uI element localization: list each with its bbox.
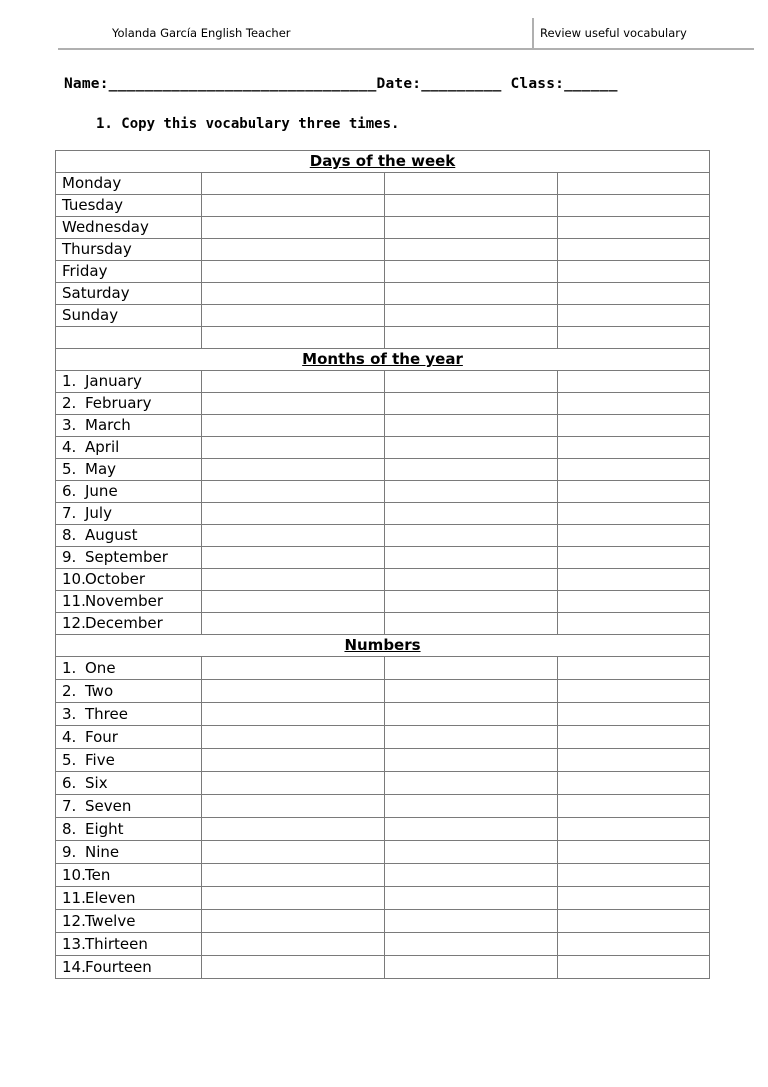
copy-cell-1[interactable] bbox=[202, 910, 385, 933]
item-word: November bbox=[85, 592, 164, 610]
vocab-word-cell bbox=[56, 726, 202, 749]
vocab-word-cell bbox=[56, 910, 202, 933]
section-title: Days of the week bbox=[309, 152, 456, 170]
copy-cell-3[interactable] bbox=[558, 726, 710, 749]
item-number: 12. bbox=[62, 614, 86, 632]
vocab-word-cell bbox=[56, 569, 202, 591]
item-word: One bbox=[85, 659, 116, 677]
item-word: December bbox=[85, 614, 163, 632]
name-date-class-line: Name:______________________________Date:_________ Class:______ bbox=[64, 76, 618, 92]
vocab-row bbox=[56, 772, 710, 795]
copy-cell-2[interactable] bbox=[385, 327, 558, 349]
vocab-row bbox=[56, 726, 710, 749]
copy-cell-1[interactable] bbox=[202, 657, 385, 680]
copy-cell-3[interactable] bbox=[558, 613, 710, 635]
copy-cell-3[interactable] bbox=[558, 591, 710, 613]
copy-cell-2[interactable] bbox=[385, 818, 558, 841]
item-word: Thursday bbox=[62, 240, 132, 258]
vocab-word-cell bbox=[56, 305, 202, 327]
vocab-row bbox=[56, 503, 710, 525]
copy-cell-3[interactable] bbox=[558, 818, 710, 841]
item-number: 3. bbox=[62, 705, 77, 723]
copy-cell-2[interactable] bbox=[385, 841, 558, 864]
vocab-word-cell bbox=[56, 749, 202, 772]
vocab-word-cell bbox=[56, 283, 202, 305]
copy-cell-3[interactable] bbox=[558, 481, 710, 503]
vocab-row bbox=[56, 459, 710, 481]
vocab-row bbox=[56, 864, 710, 887]
item-word: Twelve bbox=[85, 912, 136, 930]
vocab-word-cell bbox=[56, 393, 202, 415]
vocab-row bbox=[56, 657, 710, 680]
copy-cell-2[interactable] bbox=[385, 864, 558, 887]
vocab-word-cell bbox=[56, 195, 202, 217]
vocab-word-cell bbox=[56, 841, 202, 864]
item-number: 6. bbox=[62, 482, 77, 500]
copy-cell-1[interactable] bbox=[202, 818, 385, 841]
item-word: Two bbox=[85, 682, 114, 700]
copy-cell-2[interactable] bbox=[385, 547, 558, 569]
copy-cell-3[interactable] bbox=[558, 525, 710, 547]
item-number: 2. bbox=[62, 682, 77, 700]
item-word: Monday bbox=[62, 174, 122, 192]
copy-cell-2[interactable] bbox=[385, 305, 558, 327]
copy-cell-2[interactable] bbox=[385, 437, 558, 459]
item-word: Sunday bbox=[62, 306, 119, 324]
item-number: 13. bbox=[62, 935, 86, 953]
item-word: Thirteen bbox=[85, 935, 148, 953]
vocab-row bbox=[56, 437, 710, 459]
item-word: May bbox=[85, 460, 117, 478]
copy-cell-2[interactable] bbox=[385, 525, 558, 547]
item-number: 7. bbox=[62, 797, 77, 815]
item-word: Five bbox=[85, 751, 115, 769]
section-title-cell bbox=[56, 151, 710, 173]
copy-cell-2[interactable] bbox=[385, 795, 558, 818]
copy-cell-1[interactable] bbox=[202, 591, 385, 613]
item-word: Seven bbox=[85, 797, 132, 815]
copy-cell-2[interactable] bbox=[385, 569, 558, 591]
vocab-row bbox=[56, 371, 710, 393]
copy-cell-3[interactable] bbox=[558, 841, 710, 864]
copy-cell-1[interactable] bbox=[202, 841, 385, 864]
copy-cell-3[interactable] bbox=[558, 415, 710, 437]
copy-cell-1[interactable] bbox=[202, 195, 385, 217]
copy-cell-2[interactable] bbox=[385, 195, 558, 217]
item-word: Saturday bbox=[62, 284, 130, 302]
item-number: 10. bbox=[62, 866, 86, 884]
vocab-word-cell bbox=[56, 525, 202, 547]
item-number: 11. bbox=[62, 592, 86, 610]
copy-cell-3[interactable] bbox=[558, 327, 710, 349]
copy-cell-1[interactable] bbox=[202, 503, 385, 525]
item-number: 6. bbox=[62, 774, 77, 792]
vocab-word-cell bbox=[56, 887, 202, 910]
copy-cell-2[interactable] bbox=[385, 613, 558, 635]
copy-cell-2[interactable] bbox=[385, 261, 558, 283]
vocab-word-cell bbox=[56, 371, 202, 393]
copy-cell-1[interactable] bbox=[202, 569, 385, 591]
item-number: 1. bbox=[62, 372, 77, 390]
vocab-row bbox=[56, 481, 710, 503]
item-word: July bbox=[85, 504, 112, 522]
item-number: 14. bbox=[62, 958, 86, 976]
copy-cell-2[interactable] bbox=[385, 217, 558, 239]
vocab-row bbox=[56, 217, 710, 239]
copy-cell-3[interactable] bbox=[558, 657, 710, 680]
copy-cell-1[interactable] bbox=[202, 864, 385, 887]
item-word: April bbox=[85, 438, 120, 456]
copy-cell-3[interactable] bbox=[558, 437, 710, 459]
vocab-row bbox=[56, 547, 710, 569]
vocab-word-cell bbox=[56, 547, 202, 569]
copy-cell-3[interactable] bbox=[558, 283, 710, 305]
copy-cell-1[interactable] bbox=[202, 772, 385, 795]
item-number: 5. bbox=[62, 460, 77, 478]
copy-cell-3[interactable] bbox=[558, 459, 710, 481]
copy-cell-1[interactable] bbox=[202, 887, 385, 910]
copy-cell-3[interactable] bbox=[558, 864, 710, 887]
vocab-row bbox=[56, 887, 710, 910]
item-word: Wednesday bbox=[62, 218, 149, 236]
item-number: 12. bbox=[62, 912, 86, 930]
copy-cell-1[interactable] bbox=[202, 217, 385, 239]
vocab-word-cell bbox=[56, 795, 202, 818]
copy-cell-1[interactable] bbox=[202, 703, 385, 726]
copy-cell-3[interactable] bbox=[558, 503, 710, 525]
copy-cell-2[interactable] bbox=[385, 591, 558, 613]
copy-cell-1[interactable] bbox=[202, 956, 385, 979]
vocab-row bbox=[56, 818, 710, 841]
copy-cell-1[interactable] bbox=[202, 525, 385, 547]
vocab-word-cell bbox=[56, 680, 202, 703]
item-word: October bbox=[85, 570, 146, 588]
copy-cell-2[interactable] bbox=[385, 680, 558, 703]
section-header-row bbox=[56, 151, 710, 173]
copy-cell-1[interactable] bbox=[202, 481, 385, 503]
vocab-row bbox=[56, 591, 710, 613]
item-word: Ten bbox=[85, 866, 111, 884]
item-number: 2. bbox=[62, 394, 77, 412]
copy-cell-2[interactable] bbox=[385, 415, 558, 437]
copy-cell-2[interactable] bbox=[385, 703, 558, 726]
vocab-word-cell bbox=[56, 591, 202, 613]
copy-cell-3[interactable] bbox=[558, 217, 710, 239]
item-word: Four bbox=[85, 728, 118, 746]
vocab-row bbox=[56, 613, 710, 635]
copy-cell-1[interactable] bbox=[202, 371, 385, 393]
item-number: 7. bbox=[62, 504, 77, 522]
vocab-word-cell bbox=[56, 459, 202, 481]
vocab-row bbox=[56, 525, 710, 547]
copy-cell-2[interactable] bbox=[385, 749, 558, 772]
item-word: January bbox=[85, 372, 142, 390]
vocab-row bbox=[56, 680, 710, 703]
copy-cell-2[interactable] bbox=[385, 887, 558, 910]
vocab-word-cell bbox=[56, 864, 202, 887]
copy-cell-3[interactable] bbox=[558, 569, 710, 591]
item-word: Three bbox=[85, 705, 128, 723]
copy-cell-3[interactable] bbox=[558, 795, 710, 818]
vocab-word-cell bbox=[56, 261, 202, 283]
copy-cell-3[interactable] bbox=[558, 910, 710, 933]
vocab-row bbox=[56, 415, 710, 437]
item-word: February bbox=[85, 394, 152, 412]
copy-cell-3[interactable] bbox=[558, 772, 710, 795]
item-word: September bbox=[85, 548, 168, 566]
vocab-row bbox=[56, 841, 710, 864]
vocab-word-cell bbox=[56, 503, 202, 525]
item-word: Eleven bbox=[85, 889, 136, 907]
vocab-word-cell bbox=[56, 327, 202, 349]
copy-cell-1[interactable] bbox=[202, 173, 385, 195]
copy-cell-1[interactable] bbox=[202, 305, 385, 327]
copy-cell-2[interactable] bbox=[385, 283, 558, 305]
item-word: Eight bbox=[85, 820, 124, 838]
copy-cell-3[interactable] bbox=[558, 371, 710, 393]
item-word: Friday bbox=[62, 262, 108, 280]
vocab-row bbox=[56, 327, 710, 349]
copy-cell-3[interactable] bbox=[558, 173, 710, 195]
section-title: Months of the year bbox=[302, 350, 463, 368]
vocab-word-cell bbox=[56, 703, 202, 726]
copy-cell-2[interactable] bbox=[385, 956, 558, 979]
vocab-row bbox=[56, 749, 710, 772]
instruction: 1. Copy this vocabulary three times. bbox=[96, 116, 400, 132]
copy-cell-3[interactable] bbox=[558, 305, 710, 327]
item-number: 4. bbox=[62, 728, 77, 746]
vocab-word-cell bbox=[56, 415, 202, 437]
vocab-word-cell bbox=[56, 818, 202, 841]
section-header-row bbox=[56, 635, 710, 657]
copy-cell-2[interactable] bbox=[385, 371, 558, 393]
copy-cell-1[interactable] bbox=[202, 547, 385, 569]
copy-cell-2[interactable] bbox=[385, 481, 558, 503]
vocab-word-cell bbox=[56, 657, 202, 680]
copy-cell-1[interactable] bbox=[202, 239, 385, 261]
item-word: Tuesday bbox=[62, 196, 124, 214]
copy-cell-1[interactable] bbox=[202, 749, 385, 772]
copy-cell-3[interactable] bbox=[558, 749, 710, 772]
copy-cell-1[interactable] bbox=[202, 933, 385, 956]
vocab-row bbox=[56, 173, 710, 195]
copy-cell-1[interactable] bbox=[202, 437, 385, 459]
vocab-row bbox=[56, 283, 710, 305]
copy-cell-1[interactable] bbox=[202, 283, 385, 305]
item-number: 5. bbox=[62, 751, 77, 769]
copy-cell-1[interactable] bbox=[202, 415, 385, 437]
item-number: 11. bbox=[62, 889, 86, 907]
copy-cell-3[interactable] bbox=[558, 547, 710, 569]
copy-cell-1[interactable] bbox=[202, 261, 385, 283]
copy-cell-3[interactable] bbox=[558, 393, 710, 415]
item-word: March bbox=[85, 416, 131, 434]
copy-cell-2[interactable] bbox=[385, 657, 558, 680]
item-number: 9. bbox=[62, 548, 77, 566]
copy-cell-1[interactable] bbox=[202, 726, 385, 749]
copy-cell-1[interactable] bbox=[202, 613, 385, 635]
copy-cell-2[interactable] bbox=[385, 726, 558, 749]
copy-cell-2[interactable] bbox=[385, 503, 558, 525]
copy-cell-1[interactable] bbox=[202, 459, 385, 481]
header-divider bbox=[532, 18, 534, 48]
vocab-word-cell bbox=[56, 217, 202, 239]
copy-cell-3[interactable] bbox=[558, 261, 710, 283]
vocabulary-table bbox=[55, 150, 710, 979]
item-number: 1. bbox=[62, 659, 77, 677]
vocab-word-cell bbox=[56, 437, 202, 459]
section-title-cell bbox=[56, 349, 710, 371]
copy-cell-2[interactable] bbox=[385, 393, 558, 415]
vocab-word-cell bbox=[56, 933, 202, 956]
copy-cell-2[interactable] bbox=[385, 910, 558, 933]
copy-cell-1[interactable] bbox=[202, 327, 385, 349]
copy-cell-1[interactable] bbox=[202, 680, 385, 703]
item-word: Fourteen bbox=[85, 958, 152, 976]
vocab-row bbox=[56, 795, 710, 818]
copy-cell-3[interactable] bbox=[558, 956, 710, 979]
vocab-word-cell bbox=[56, 613, 202, 635]
copy-cell-2[interactable] bbox=[385, 173, 558, 195]
item-number: 4. bbox=[62, 438, 77, 456]
vocab-row bbox=[56, 305, 710, 327]
copy-cell-2[interactable] bbox=[385, 239, 558, 261]
item-number: 10. bbox=[62, 570, 86, 588]
item-word: June bbox=[85, 482, 118, 500]
section-title-cell bbox=[56, 635, 710, 657]
copy-cell-3[interactable] bbox=[558, 703, 710, 726]
page-header bbox=[58, 18, 754, 50]
copy-cell-3[interactable] bbox=[558, 680, 710, 703]
vocab-word-cell bbox=[56, 173, 202, 195]
vocab-row bbox=[56, 933, 710, 956]
vocab-row bbox=[56, 393, 710, 415]
section-header-row bbox=[56, 349, 710, 371]
item-number: 9. bbox=[62, 843, 77, 861]
item-word: Six bbox=[85, 774, 108, 792]
copy-cell-3[interactable] bbox=[558, 195, 710, 217]
vocab-row bbox=[56, 195, 710, 217]
copy-cell-2[interactable] bbox=[385, 459, 558, 481]
item-number: 8. bbox=[62, 820, 77, 838]
vocab-row bbox=[56, 569, 710, 591]
copy-cell-3[interactable] bbox=[558, 239, 710, 261]
copy-cell-3[interactable] bbox=[558, 933, 710, 956]
vocab-row bbox=[56, 239, 710, 261]
vocab-word-cell bbox=[56, 956, 202, 979]
copy-cell-2[interactable] bbox=[385, 772, 558, 795]
vocab-row bbox=[56, 910, 710, 933]
item-word: August bbox=[85, 526, 138, 544]
section-title: Numbers bbox=[344, 636, 421, 654]
vocab-row bbox=[56, 703, 710, 726]
copy-cell-1[interactable] bbox=[202, 393, 385, 415]
vocab-row bbox=[56, 261, 710, 283]
header-author: Yolanda García English Teacher bbox=[112, 26, 291, 40]
item-word: Nine bbox=[85, 843, 120, 861]
item-number: 8. bbox=[62, 526, 77, 544]
item-number: 3. bbox=[62, 416, 77, 434]
header-topic: Review useful vocabulary bbox=[540, 26, 687, 40]
vocab-word-cell bbox=[56, 481, 202, 503]
copy-cell-2[interactable] bbox=[385, 933, 558, 956]
vocab-word-cell bbox=[56, 772, 202, 795]
copy-cell-3[interactable] bbox=[558, 887, 710, 910]
vocab-row bbox=[56, 956, 710, 979]
vocab-word-cell bbox=[56, 239, 202, 261]
copy-cell-1[interactable] bbox=[202, 795, 385, 818]
